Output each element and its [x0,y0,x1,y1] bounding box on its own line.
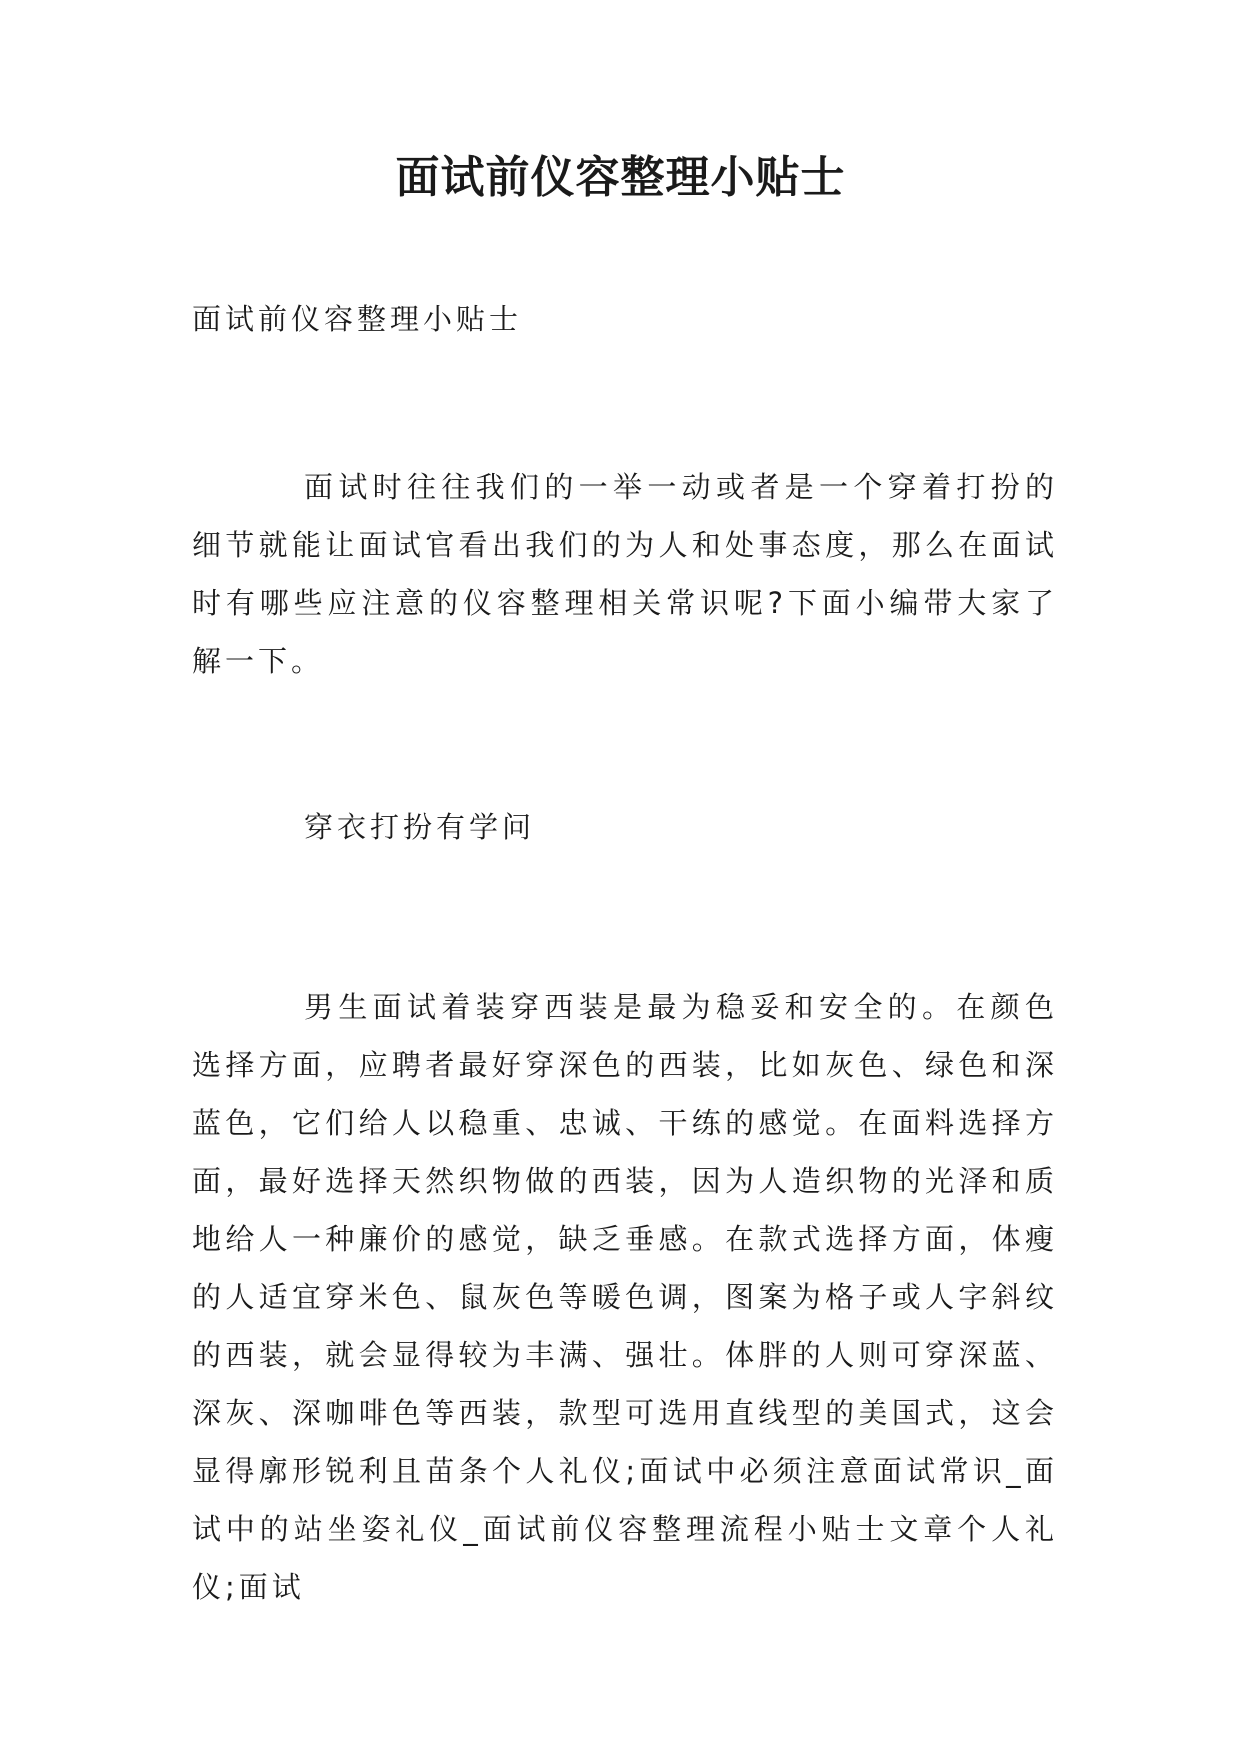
section-heading: 穿衣打扮有学问 [304,810,536,844]
intro-paragraph: 面试时往往我们的一举一动或者是一个穿着打扮的细节就能让面试官看出我们的为人和处事态度，那么在面试时有哪些应注意的仪容整理相关常识呢?下面小编带大家了解一下。 [192,470,1058,678]
section-paragraph: 男生面试着装穿西装是最为稳妥和安全的。在颜色选择方面，应聘者最好穿深色的西装，比如灰色、绿色和深蓝色，它们给人以稳重、忠诚、干练的感觉。在面料选择方面，最好选择天然织物做的西装，因为人造织物的光泽和质地给人一种廉价的感觉，缺乏垂感。在款式选择方面，体瘦的人适宜穿米色、鼠灰色等暖色调，图案为格子或人字斜纹的西装，就会显得较为丰满、强壮。体胖的人则可穿深蓝、深灰、深咖啡色等西装，款型可选用直线型的美国式，这会显得廓形锐利且苗条个人礼仪;面试中必须注意面试常识_面试中的站坐姿礼仪_面试前仪容整理流程小贴士文章个人礼仪;面试 [192,990,1058,1604]
document-subtitle: 面试前仪容整理小贴士 [192,302,523,336]
document-title: 面试前仪容整理小贴士 [395,152,846,203]
